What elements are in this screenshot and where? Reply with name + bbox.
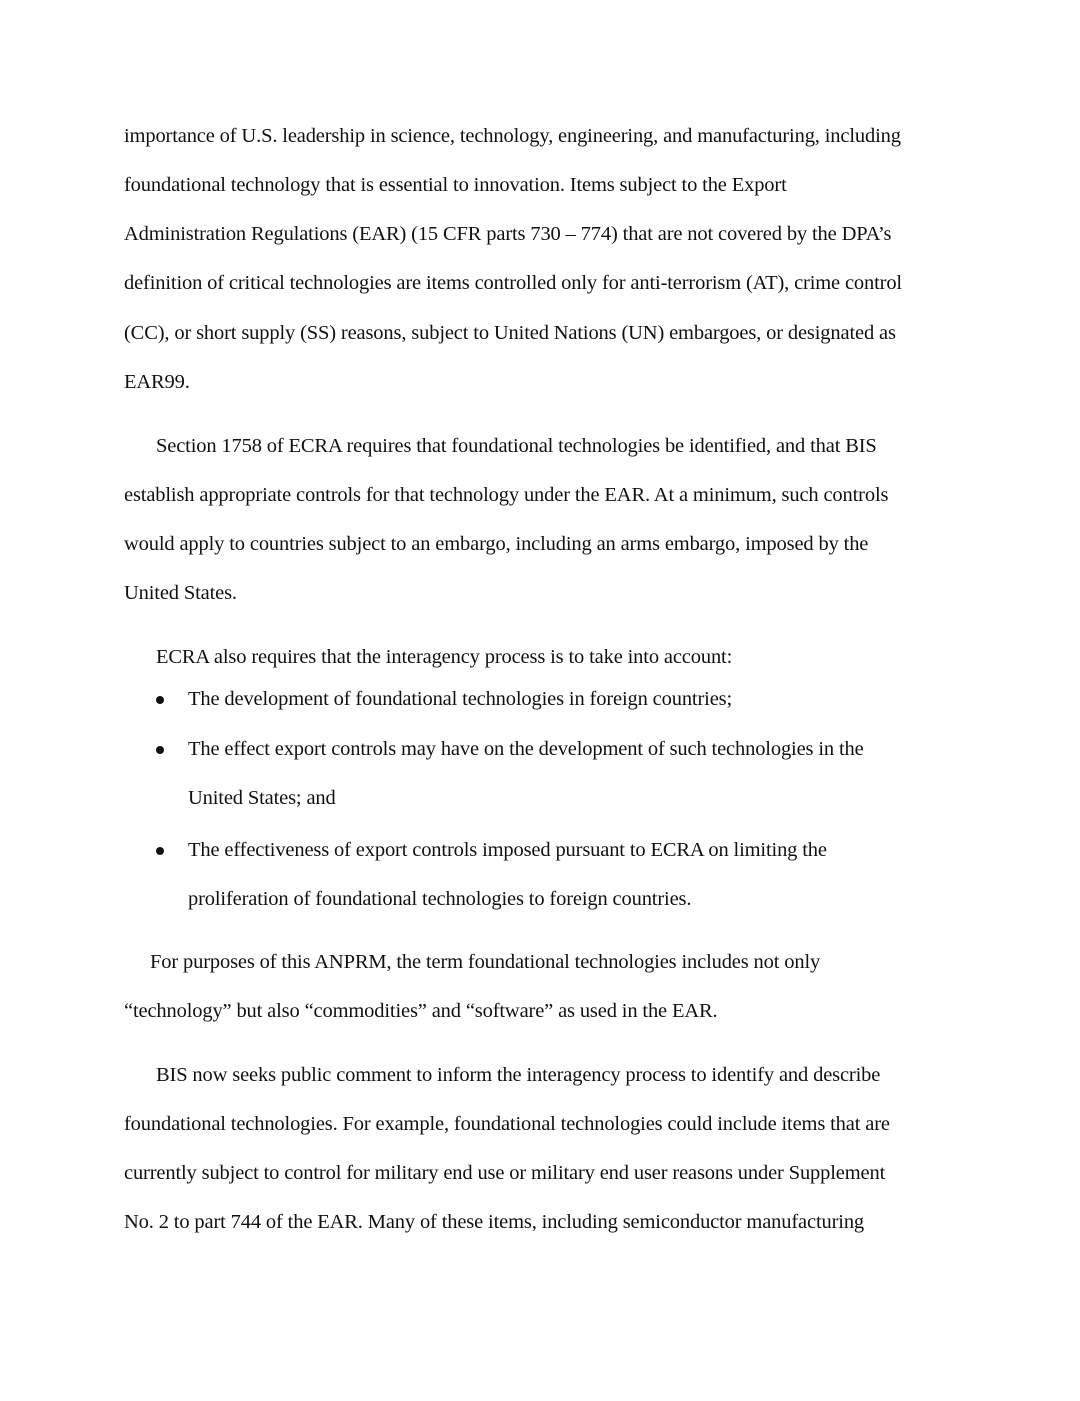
list-item-line: United States; and xyxy=(188,787,336,809)
list-item-line: The development of foundational technologies in foreign countries; xyxy=(188,688,733,710)
paragraph-line: foundational technologies. For example, foundational technologies could include items that are xyxy=(124,1113,890,1135)
bullet-icon xyxy=(156,746,164,754)
list-item-line: proliferation of foundational technologies to foreign countries. xyxy=(188,888,692,910)
paragraph-line: establish appropriate controls for that technology under the EAR. At a minimum, such controls xyxy=(124,484,889,506)
paragraph-line: United States. xyxy=(124,582,237,604)
paragraph-line: For purposes of this ANPRM, the term foundational technologies includes not only xyxy=(150,951,821,973)
paragraph-line: importance of U.S. leadership in science, technology, engineering, and manufacturing, including xyxy=(124,125,901,147)
bullet-icon xyxy=(156,696,164,704)
paragraph-line: would apply to countries subject to an embargo, including an arms embargo, imposed by the xyxy=(124,533,869,555)
paragraph-line: Administration Regulations (EAR) (15 CFR parts 730 – 774) that are not covered by the DPA’s xyxy=(124,223,892,245)
paragraph-line: currently subject to control for military end use or military end user reasons under Supplement xyxy=(124,1162,886,1184)
paragraph-line: No. 2 to part 744 of the EAR. Many of these items, including semiconductor manufacturing xyxy=(124,1211,865,1233)
paragraph-line: EAR99. xyxy=(124,371,190,393)
list-intro: ECRA also requires that the interagency process is to take into account: xyxy=(156,646,733,668)
list-item-line: The effect export controls may have on the development of such technologies in the xyxy=(188,738,864,760)
list-item-line: The effectiveness of export controls imposed pursuant to ECRA on limiting the xyxy=(188,839,827,861)
paragraph-line: Section 1758 of ECRA requires that foundational technologies be identified, and that BIS xyxy=(156,435,877,457)
paragraph-line: BIS now seeks public comment to inform the interagency process to identify and describe xyxy=(156,1064,881,1086)
paragraph-line: “technology” but also “commodities” and “software” as used in the EAR. xyxy=(124,1000,718,1022)
paragraph-line: foundational technology that is essential to innovation. Items subject to the Export xyxy=(124,174,787,196)
paragraph-line: (CC), or short supply (SS) reasons, subject to United Nations (UN) embargoes, or designated as xyxy=(124,322,896,344)
bullet-icon xyxy=(156,847,164,855)
paragraph-line: definition of critical technologies are items controlled only for anti-terrorism (AT), crime control xyxy=(124,272,902,294)
